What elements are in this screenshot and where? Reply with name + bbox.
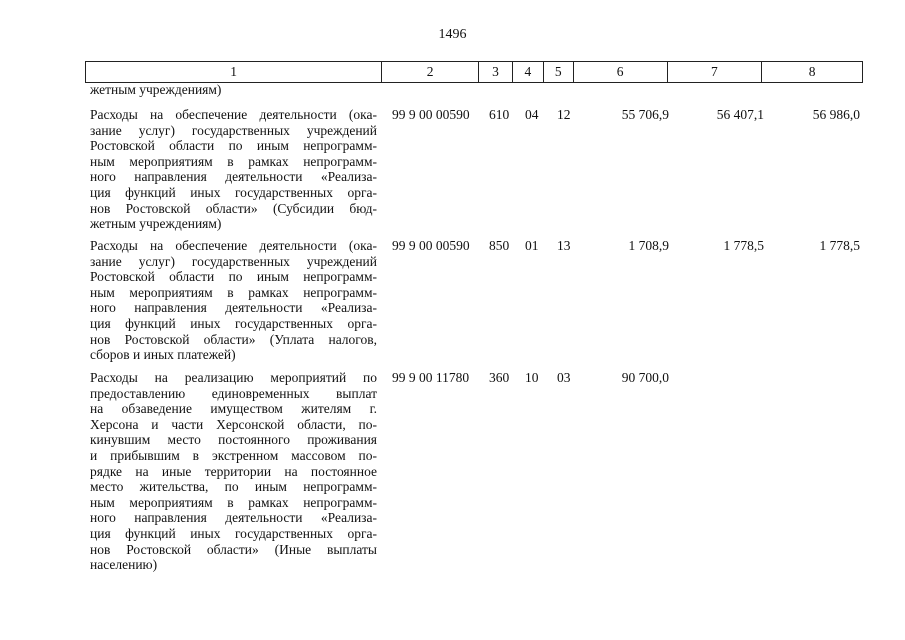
description-line: зание услуг) государственных учреждений [90,122,377,138]
row-value-8: 1 778,5 [819,238,860,253]
description-line: ным мероприятиям в рамках непрограмм- [90,153,377,169]
description-line: ция функций иных государственных орга- [90,184,377,200]
header-col-3: 3 [479,62,513,82]
header-col-7: 7 [668,62,763,82]
row-description [90,370,377,573]
description-line: Расходы на обеспечение деятельности (ока- [90,238,377,253]
description-line: населению) [90,557,158,573]
description-line: жетным учреждениям) [90,216,222,232]
row-pr: 13 [557,238,571,253]
row-value-6: 90 700,0 [621,370,669,385]
description-line: место жительства, по иным непрограмм- [90,479,377,495]
row-pr: 03 [557,370,571,385]
description-line: Расходы на реализацию мероприятий по [90,370,377,385]
header-col-8: 8 [808,64,816,79]
description-line: сборов и иных платежей) [90,347,236,363]
description-line: нов Ростовской области» (Иные выплаты [90,541,377,557]
row-vr: 360 [489,370,510,385]
header-col-4: 4 [513,62,544,82]
description-line: и прибывшим в экстренном массовом по- [90,447,377,463]
description-line: рядке на иные территории на постоянное [90,463,377,479]
row-value-7: 1 778,5 [723,238,764,253]
description-line: Херсона и части Херсонской области, по- [90,416,377,432]
row-value-7: 56 407,1 [716,107,764,122]
description-line: ция функций иных государственных орга- [90,525,377,541]
row-value-6: 1 708,9 [628,238,669,253]
description-line: нов Ростовской области» (Уплата налогов, [90,331,377,347]
description-line: на обзаведение имуществом жителям г. [90,401,377,417]
description-line: ного направления деятельности «Реализа- [90,300,377,316]
header-col-6: 6 [574,62,668,82]
row-code: 99 9 00 00590 [392,238,470,253]
row-vr: 850 [489,238,510,253]
description-line: ция функций иных государственных орга- [90,315,377,331]
row-code: 99 9 00 11780 [392,370,470,385]
description-line: Расходы на обеспечение деятельности (ока- [90,107,377,122]
description-line: Ростовской области по иным непрограмм- [90,269,377,285]
page-number: 1496 [438,27,467,42]
description-line: Ростовской области по иным непрограмм- [90,138,377,154]
row-rz: 10 [525,370,539,385]
continuation-text: жетным учреждениям) [90,82,222,97]
row-rz: 01 [525,238,539,253]
description-line: кинувшим место постоянного проживания [90,432,377,448]
description-line: ного направления деятельности «Реализа- [90,169,377,185]
header-col-5: 5 [544,62,574,82]
description-line: ного направления деятельности «Реализа- [90,510,377,526]
description-line: нов Ростовской области» (Субсидии бюд- [90,200,377,216]
row-pr: 12 [557,107,571,122]
description-line: ным мероприятиям в рамках непрограмм- [90,494,377,510]
row-description [90,107,377,232]
header-col-1: 1 [86,62,382,82]
row-value-8: 56 986,0 [812,107,860,122]
table-header [85,61,863,83]
description-line: ным мероприятиям в рамках непрограмм- [90,284,377,300]
row-vr: 610 [489,107,510,122]
header-col-2: 2 [382,62,479,82]
description-line: зание услуг) государственных учреждений [90,253,377,269]
row-code: 99 9 00 00590 [392,107,470,122]
row-value-6: 55 706,9 [621,107,669,122]
row-description [90,238,377,363]
row-rz: 04 [525,107,539,122]
description-line: предоставлению единовременных выплат [90,385,377,401]
